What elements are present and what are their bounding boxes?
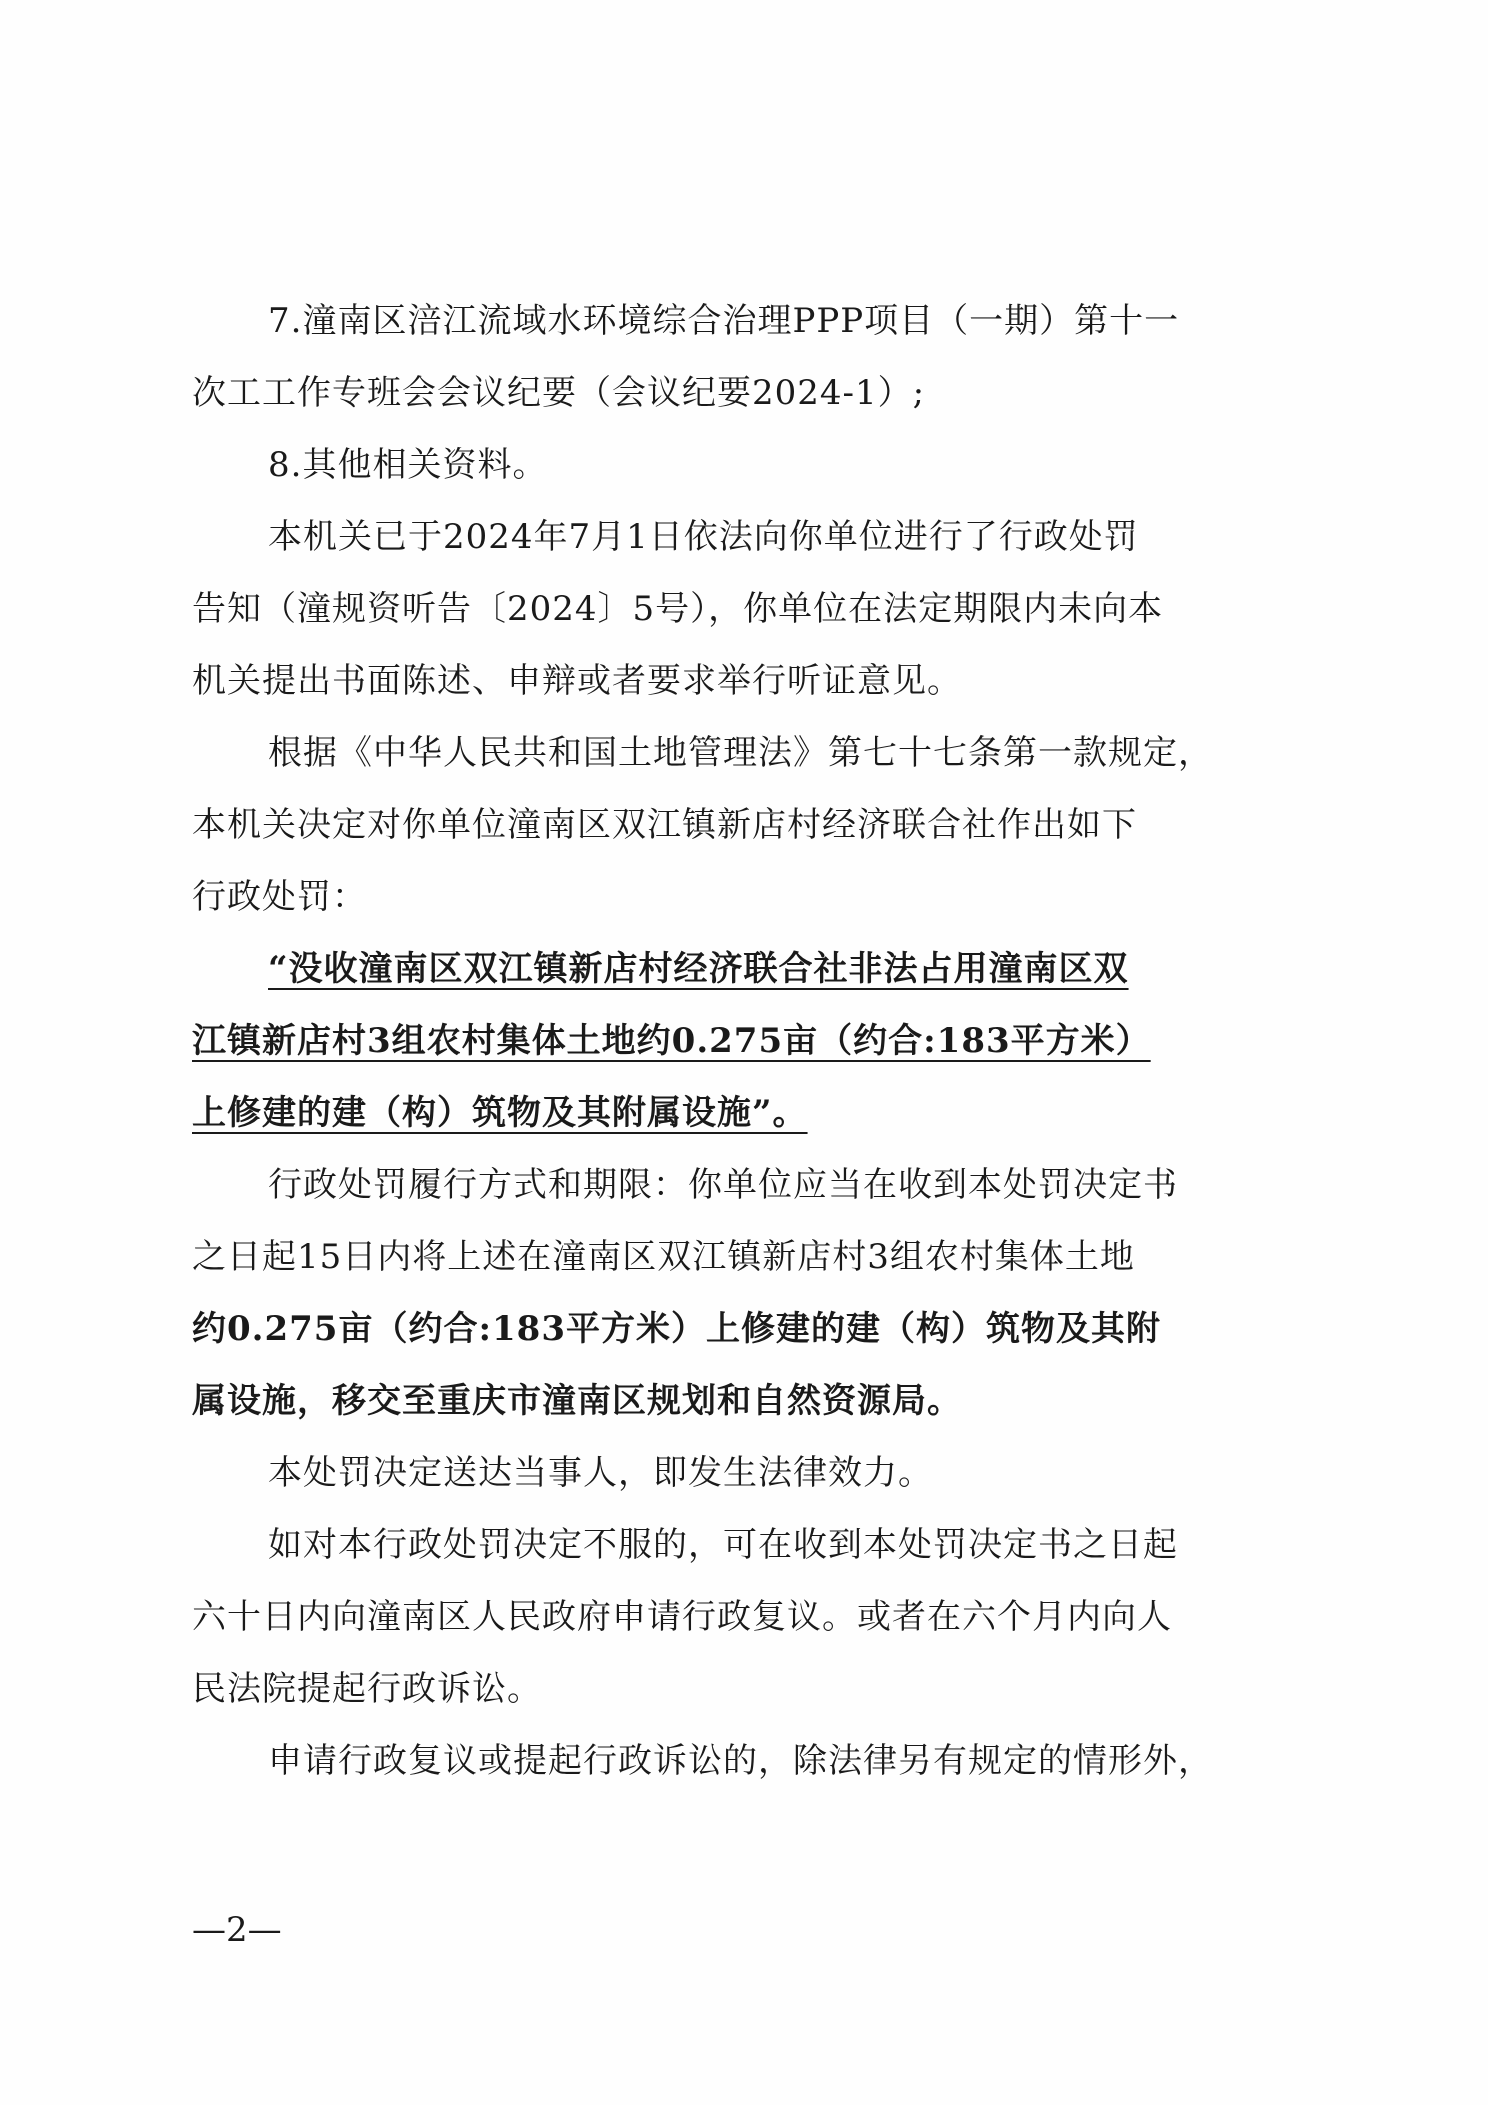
penalty-decision-line: “没收潼南区双江镇新店村经济联合社非法占用潼南区双 (268, 949, 1129, 989)
text-line: 本机关决定对你单位潼南区双江镇新店村经济联合社作出如下 (192, 805, 1137, 845)
text-line: 民法院提起行政诉讼。 (192, 1669, 542, 1709)
text-line: 7.潼南区涪江流域水环境综合治理PPP项目（一期）第十一 (268, 301, 1180, 341)
penalty-decision-line: 上修建的建（构）筑物及其附属设施”。 (192, 1093, 808, 1133)
text-line: 之日起15日内将上述在潼南区双江镇新店村3组农村集体土地 (192, 1237, 1135, 1277)
text-line: 六十日内向潼南区人民政府申请行政复议。或者在六个月内向人 (192, 1597, 1172, 1637)
text-line: 约0.275亩（约合:183平方米）上修建的建（构）筑物及其附 (192, 1309, 1161, 1349)
penalty-decision-line: 江镇新店村3组农村集体土地约0.275亩（约合:183平方米） (192, 1021, 1151, 1061)
text-line: 根据《中华人民共和国土地管理法》第七十七条第一款规定， (268, 733, 1213, 773)
text-line: 行政处罚履行方式和期限：你单位应当在收到本处罚决定书 (268, 1165, 1178, 1205)
page-number: —2— (192, 1910, 282, 1950)
text-line: 属设施，移交至重庆市潼南区规划和自然资源局。 (192, 1381, 962, 1421)
text-line: 如对本行政处罚决定不服的，可在收到本处罚决定书之日起 (268, 1525, 1178, 1565)
text-line: 行政处罚： (192, 877, 367, 917)
text-line: 本机关已于2024年7月1日依法向你单位进行了行政处罚 (268, 517, 1139, 557)
text-line: 申请行政复议或提起行政诉讼的，除法律另有规定的情形外， (268, 1741, 1213, 1781)
text-line: 告知（潼规资听告〔2024〕5号），你单位在法定期限内未向本 (192, 589, 1164, 629)
text-line: 8.其他相关资料。 (268, 445, 548, 485)
text-line: 次工工作专班会会议纪要（会议纪要2024-1）; (192, 373, 926, 413)
text-line: 本处罚决定送达当事人，即发生法律效力。 (268, 1453, 933, 1493)
document-body (192, 285, 1282, 1797)
text-line: 机关提出书面陈述、申辩或者要求举行听证意见。 (192, 661, 962, 701)
